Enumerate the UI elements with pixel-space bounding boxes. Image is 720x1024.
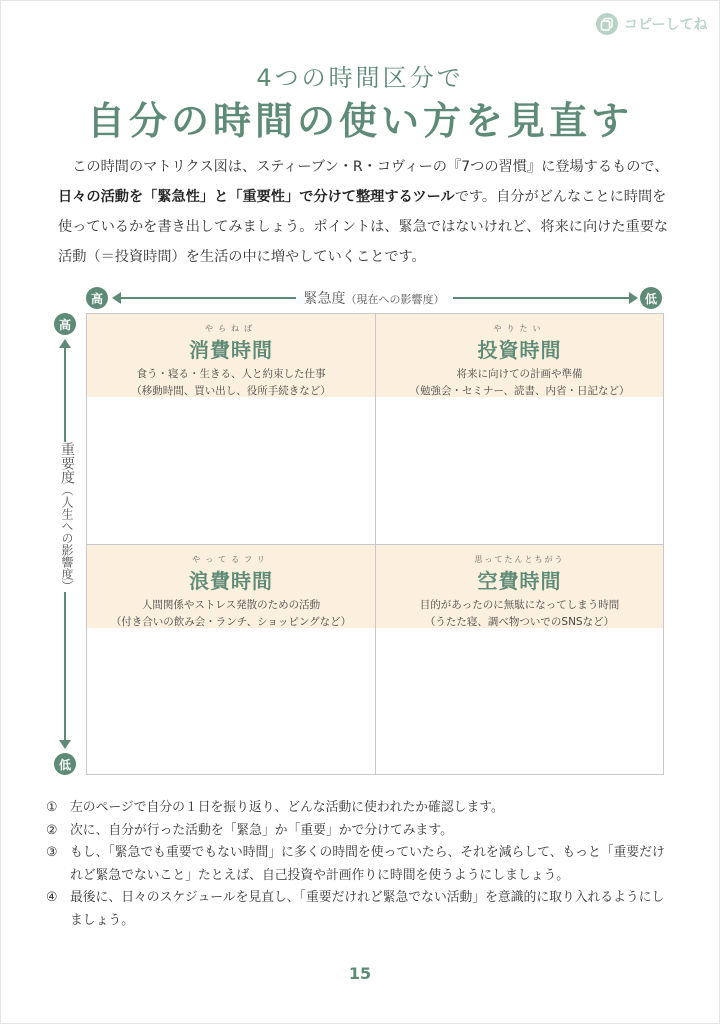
quadrant-ruby: やらねば [205,324,257,333]
steps-list [46,797,676,932]
quadrant-ruby: やりたい [493,324,546,333]
quadrant-header [376,545,663,628]
step-text: 最後に、日々のスケジュールを見直し、「重要だけれど緊急でない活動」を意識的に取り入れるようにしましょう。 [70,890,665,928]
page-title: 自分の時間の使い方を見直す [86,99,633,143]
importance-low-marker: 低 [54,753,76,775]
quadrant-ruby: やってるフリ [192,555,270,564]
intro-text-1: この時間のマトリクス図は、スティーブン・R・コヴィーの『7つの習慣』に登場するもので、 [58,159,669,175]
step-number: ④ [46,890,58,905]
quadrant-desc: 将来に向けての計画や準備 [456,368,583,380]
intro-bold: 日々の活動を「緊急性」と「重要性」で分けて整理するツール [58,189,455,205]
quadrant-desc: 人間関係やストレス発散のための活動 [141,599,321,611]
quadrant-title: 浪費時間 [189,569,273,593]
quadrant-consumption [87,314,375,544]
step-number: ① [46,800,58,815]
urgency-label: 緊急度 [303,291,346,307]
urgency-sublabel: （現在への影響度） [345,293,445,306]
quadrant-writing-area[interactable] [87,628,375,774]
step-item [46,842,676,887]
step-item [46,820,676,843]
quadrant-writing-area[interactable] [87,397,375,544]
step-number: ② [46,822,58,838]
quadrant-investment [376,314,663,544]
quadrant-writing-area[interactable] [376,397,663,544]
quadrant-title: 投資時間 [477,338,562,362]
quadrant-header [87,545,375,628]
quadrant-examples: （付き合いの飲み会・ランチ、ショッピングなど） [110,616,352,628]
quadrant-writing-area[interactable] [376,628,663,774]
urgency-high-marker: 高 [86,287,108,309]
quadrant-ruby: 思ってたんとちがう [474,555,565,564]
quadrant-header [376,314,663,397]
importance-sublabel: （人生への影響度） [60,484,74,592]
time-matrix [86,313,664,775]
urgency-axis [86,287,662,309]
copy-icon [596,13,618,35]
quadrant-idle [376,545,663,774]
quadrant-waste [87,545,375,774]
quadrant-header [87,314,375,397]
urgency-low-marker: 低 [640,287,662,309]
intro-text-2: です。自分がどんなことに時間を使っているかを書き出してみましょう。ポイントは、緊急ではないけれど、将来に向けた重要な活動（＝投資時間）を生活の中に増やしていくことです。 [58,189,669,265]
quadrant-title: 消費時間 [189,338,273,362]
matrix-horizontal-divider [87,544,663,545]
step-text: 左のページで自分の１日を振り返り、どんな活動に使われたか確認します。 [70,800,504,815]
quadrant-examples: （うたた寝、調べ物ついでのSNSなど） [424,616,615,628]
step-item [46,797,676,820]
step-number: ③ [46,845,58,860]
page-subtitle: 4つの時間区分で [256,64,464,92]
importance-axis-label [53,442,77,592]
quadrant-desc: 食う・寝る・生きる、人と約束した仕事 [136,368,326,380]
arrow-down-icon [59,740,71,749]
importance-label: 重要度 [59,442,75,484]
quadrant-desc: 目的があったのに無駄になってしまう時間 [419,599,620,611]
step-text: 次に、自分が行った活動を「緊急」か「重要」かで分けてみます。 [70,822,453,838]
copy-button[interactable] [596,8,712,40]
copy-label: コピーしてね [624,17,708,33]
intro-paragraph [58,152,678,272]
quadrant-title: 空費時間 [477,569,562,593]
quadrant-examples: （移動時間、買い出し、役所手続きなど） [131,385,331,397]
step-item [46,887,676,932]
urgency-axis-label [86,288,662,308]
quadrant-examples: （勉強会・セミナー、読書、内省・日記など） [409,385,630,397]
importance-high-marker: 高 [54,313,76,335]
page-number: 15 [348,964,372,983]
step-text: もし、「緊急でも重要でもない時間」に多くの時間を使っていたら、それを減らして、もっと「重要だけれど緊急でないこと」たとえば、自己投資や計画作りに時間を使うようにしましょう。 [70,845,665,883]
